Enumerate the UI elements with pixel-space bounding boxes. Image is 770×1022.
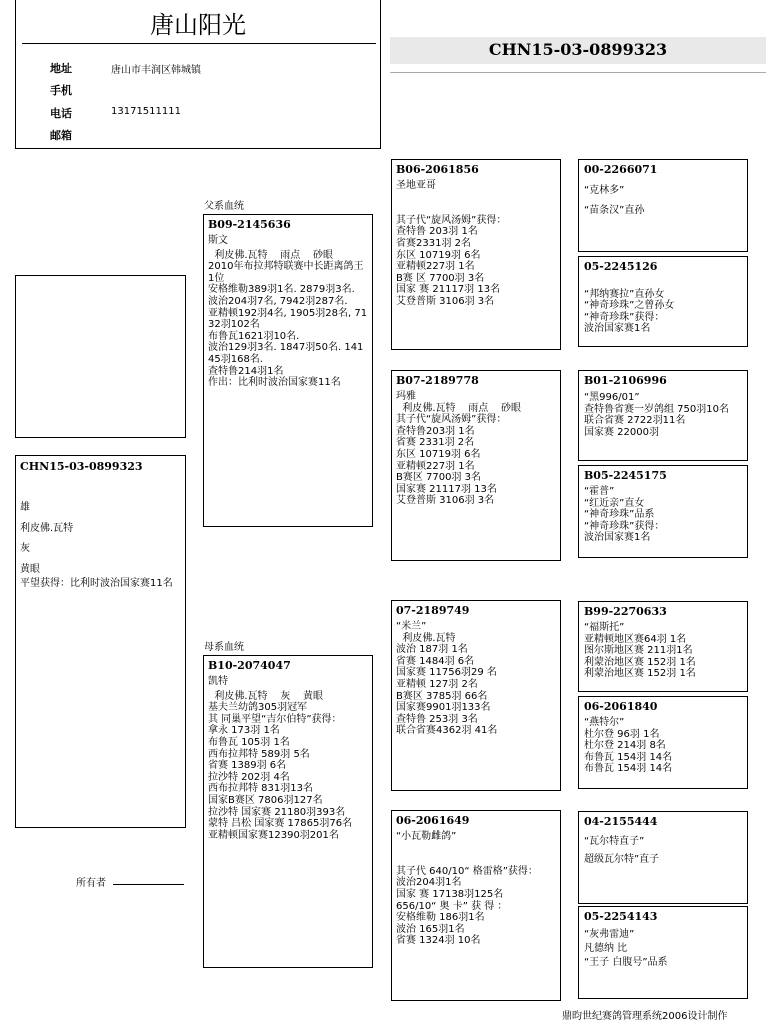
great-grandparent-details: “燕特尔” 杜尔登 96羽 1名 杜尔登 214羽 8名 布鲁瓦 154羽 14名 布鲁瓦 154羽 14名 — [584, 717, 673, 775]
great-grandparent-card — [578, 811, 748, 904]
address-value: 唐山市丰润区韩城镇 — [111, 65, 201, 76]
owner-caption: 所有者 — [76, 878, 106, 889]
dam-ring: B10-2074047 — [208, 659, 291, 672]
ring-number-title: CHN15-03-0899323 — [488, 40, 668, 59]
great-grandparent-ring: 05-2245126 — [584, 260, 658, 273]
dam-line-caption: 母系血统 — [204, 642, 244, 653]
sire-dam-card — [391, 370, 561, 561]
sire-sire-details: 圣地亚哥 其子代“旋风汤姆”获得： 查特鲁 203羽 1名 省赛2331羽 2名 东区 10719羽 6名 亚精顿227羽 1名 B赛 区 7700羽 3名 国家 赛 21117羽 13名 艾登普斯 3106羽 3名 — [396, 180, 507, 307]
great-grandparent-details: “黑996/01” 查特鲁省赛一岁鸽组 750羽10名 联合省赛 2722羽11名 国家赛 22000羽 — [584, 392, 729, 438]
sire-ring: B09-2145636 — [208, 218, 291, 231]
loft-title: 唐山阳光 — [150, 11, 246, 39]
sire-details: 利皮佛.瓦特 雨点 砂眼 2010年布拉邦特联赛中长距离鸽王1位 安格维勒389羽1名. 2879羽3名. 波治204羽7名, 7942羽287名. 亚精顿192羽4名, 1905羽28名, 7132羽102名 布鲁瓦1621羽10名. 波治129羽3名. 1847羽50名. 14145羽168名. 查特鲁214羽1名 作出：比利时波治国家赛11名 — [208, 249, 368, 389]
owner-info-panel — [15, 0, 381, 149]
sire-dam-ring: B07-2189778 — [396, 374, 479, 387]
dam-card — [203, 655, 373, 968]
banner-divider — [390, 72, 766, 73]
pigeon-photo-frame — [15, 275, 186, 438]
great-grandparent-ring: 06-2061840 — [584, 700, 658, 713]
email-label: 邮箱 — [50, 129, 72, 142]
dam-sire-card — [391, 600, 561, 791]
dam-sire-ring: 07-2189749 — [396, 604, 470, 617]
subject-color: 灰 — [20, 543, 30, 555]
great-grandparent-ring: B01-2106996 — [584, 374, 667, 387]
dam-dam-details: “小瓦勒雌鸽” 其子代 640/10“ 格雷格”获得： 波治204羽1名 国家 赛 17138羽125名 656/10“ 奥 卡” 获 得 ： 安格维勒 186羽1名 波治 165羽1名 省赛 1324羽 10名 — [396, 831, 538, 947]
subject-ring: CHN15-03-0899323 — [20, 460, 143, 473]
mobile-label: 手机 — [50, 84, 72, 97]
great-grandparent-card — [578, 601, 748, 692]
dam-sire-details: “米兰” 利皮佛.瓦特 波治 187羽 1名 省赛 1484羽 6名 国家赛 11756羽29 名 亚精顿 127羽 2名 B赛区 3785羽 66名 国家赛9901羽133名 查特鲁 253羽 3名 联合省赛4362羽 41名 — [396, 621, 498, 737]
dam-dam-card — [391, 810, 561, 1001]
sire-name: 斯文 — [208, 235, 228, 246]
subject-eye: 黄眼 — [20, 563, 40, 575]
footer-credit: 鼎昀世纪赛鸽管理系统2006设计制作 — [562, 1011, 728, 1022]
great-grandparent-details: “霍普” “红近亲”直女 “神奇珍珠”品系 “神奇珍珠”获得： 波治国家赛1名 — [584, 486, 665, 544]
great-grandparent-ring: 05-2254143 — [584, 910, 658, 923]
great-grandparent-card — [578, 159, 748, 252]
great-grandparent-details: “克林多” “苗条汉”直孙 — [584, 185, 645, 216]
phone-value: 13171511111 — [111, 106, 181, 117]
sire-sire-card — [391, 159, 561, 350]
great-grandparent-details: “邦纳赛拉”直孙女 “神奇珍珠”之曾孙女 “神奇珍珠”获得： 波治国家赛1名 — [584, 288, 675, 335]
great-grandparent-ring: B99-2270633 — [584, 605, 667, 618]
great-grandparent-details: “瓦尔特直子” 超级瓦尔特”直子 — [584, 836, 660, 865]
sire-sire-ring: B06-2061856 — [396, 163, 479, 176]
phone-label: 电话 — [50, 107, 72, 120]
dam-name: 凯特 — [208, 676, 228, 687]
owner-signature-line — [113, 884, 184, 885]
sire-line-caption: 父系血统 — [204, 201, 244, 212]
subject-note: 平望获得：比利时波治国家赛11名 — [20, 578, 173, 590]
subject-pigeon-card — [15, 455, 186, 828]
great-grandparent-details: “灰弗雷迪” 凡德纳 比 “王子 白腹号”品系 — [584, 929, 668, 968]
great-grandparent-ring: 00-2266071 — [584, 163, 658, 176]
sire-dam-details: 玛雅 利皮佛.瓦特 雨点 砂眼 其子代“旋风汤姆”获得： 查特鲁203羽 1名 省赛 2331羽 2名 东区 10719羽 6名 亚精顿227羽 1名 B赛区 7700羽 3名 国家赛 21117羽 13名 艾登普斯 3106羽 3名 — [396, 391, 521, 507]
header-divider — [22, 43, 376, 44]
great-grandparent-card — [578, 370, 748, 461]
dam-dam-ring: 06-2061649 — [396, 814, 470, 827]
subject-strain: 利皮佛.瓦特 — [20, 522, 74, 534]
great-grandparent-card — [578, 465, 748, 558]
great-grandparent-ring: B05-2245175 — [584, 469, 667, 482]
dam-details: 利皮佛.瓦特 灰 黄眼 基夫兰幼鸽305羽冠军 其 同巢平望“吉尔伯特”获得： 拿永 173羽 1名 布鲁瓦 105羽 1名 西布拉邦特 589羽 5名 省赛 1389羽 6名 拉沙特 202羽 4名 西布拉邦特 831羽13名 国家B赛区 7806羽127名 拉沙特 国家赛 21180羽393名 蒙特 吕松 国家赛 17865羽76名 亚精顿国家赛12390羽201名 — [208, 690, 353, 841]
great-grandparent-details: “福斯托” 亚精顿地区赛64羽 1名 图尔斯地区赛 211羽1名 利蒙治地区赛 152羽 1名 利蒙治地区赛 152羽 1名 — [584, 622, 696, 680]
great-grandparent-card — [578, 256, 748, 347]
sire-card — [203, 214, 373, 527]
address-label: 地址 — [50, 62, 72, 75]
great-grandparent-card — [578, 696, 748, 789]
subject-sex: 雄 — [20, 502, 30, 513]
great-grandparent-ring: 04-2155444 — [584, 815, 658, 828]
great-grandparent-card — [578, 906, 748, 999]
